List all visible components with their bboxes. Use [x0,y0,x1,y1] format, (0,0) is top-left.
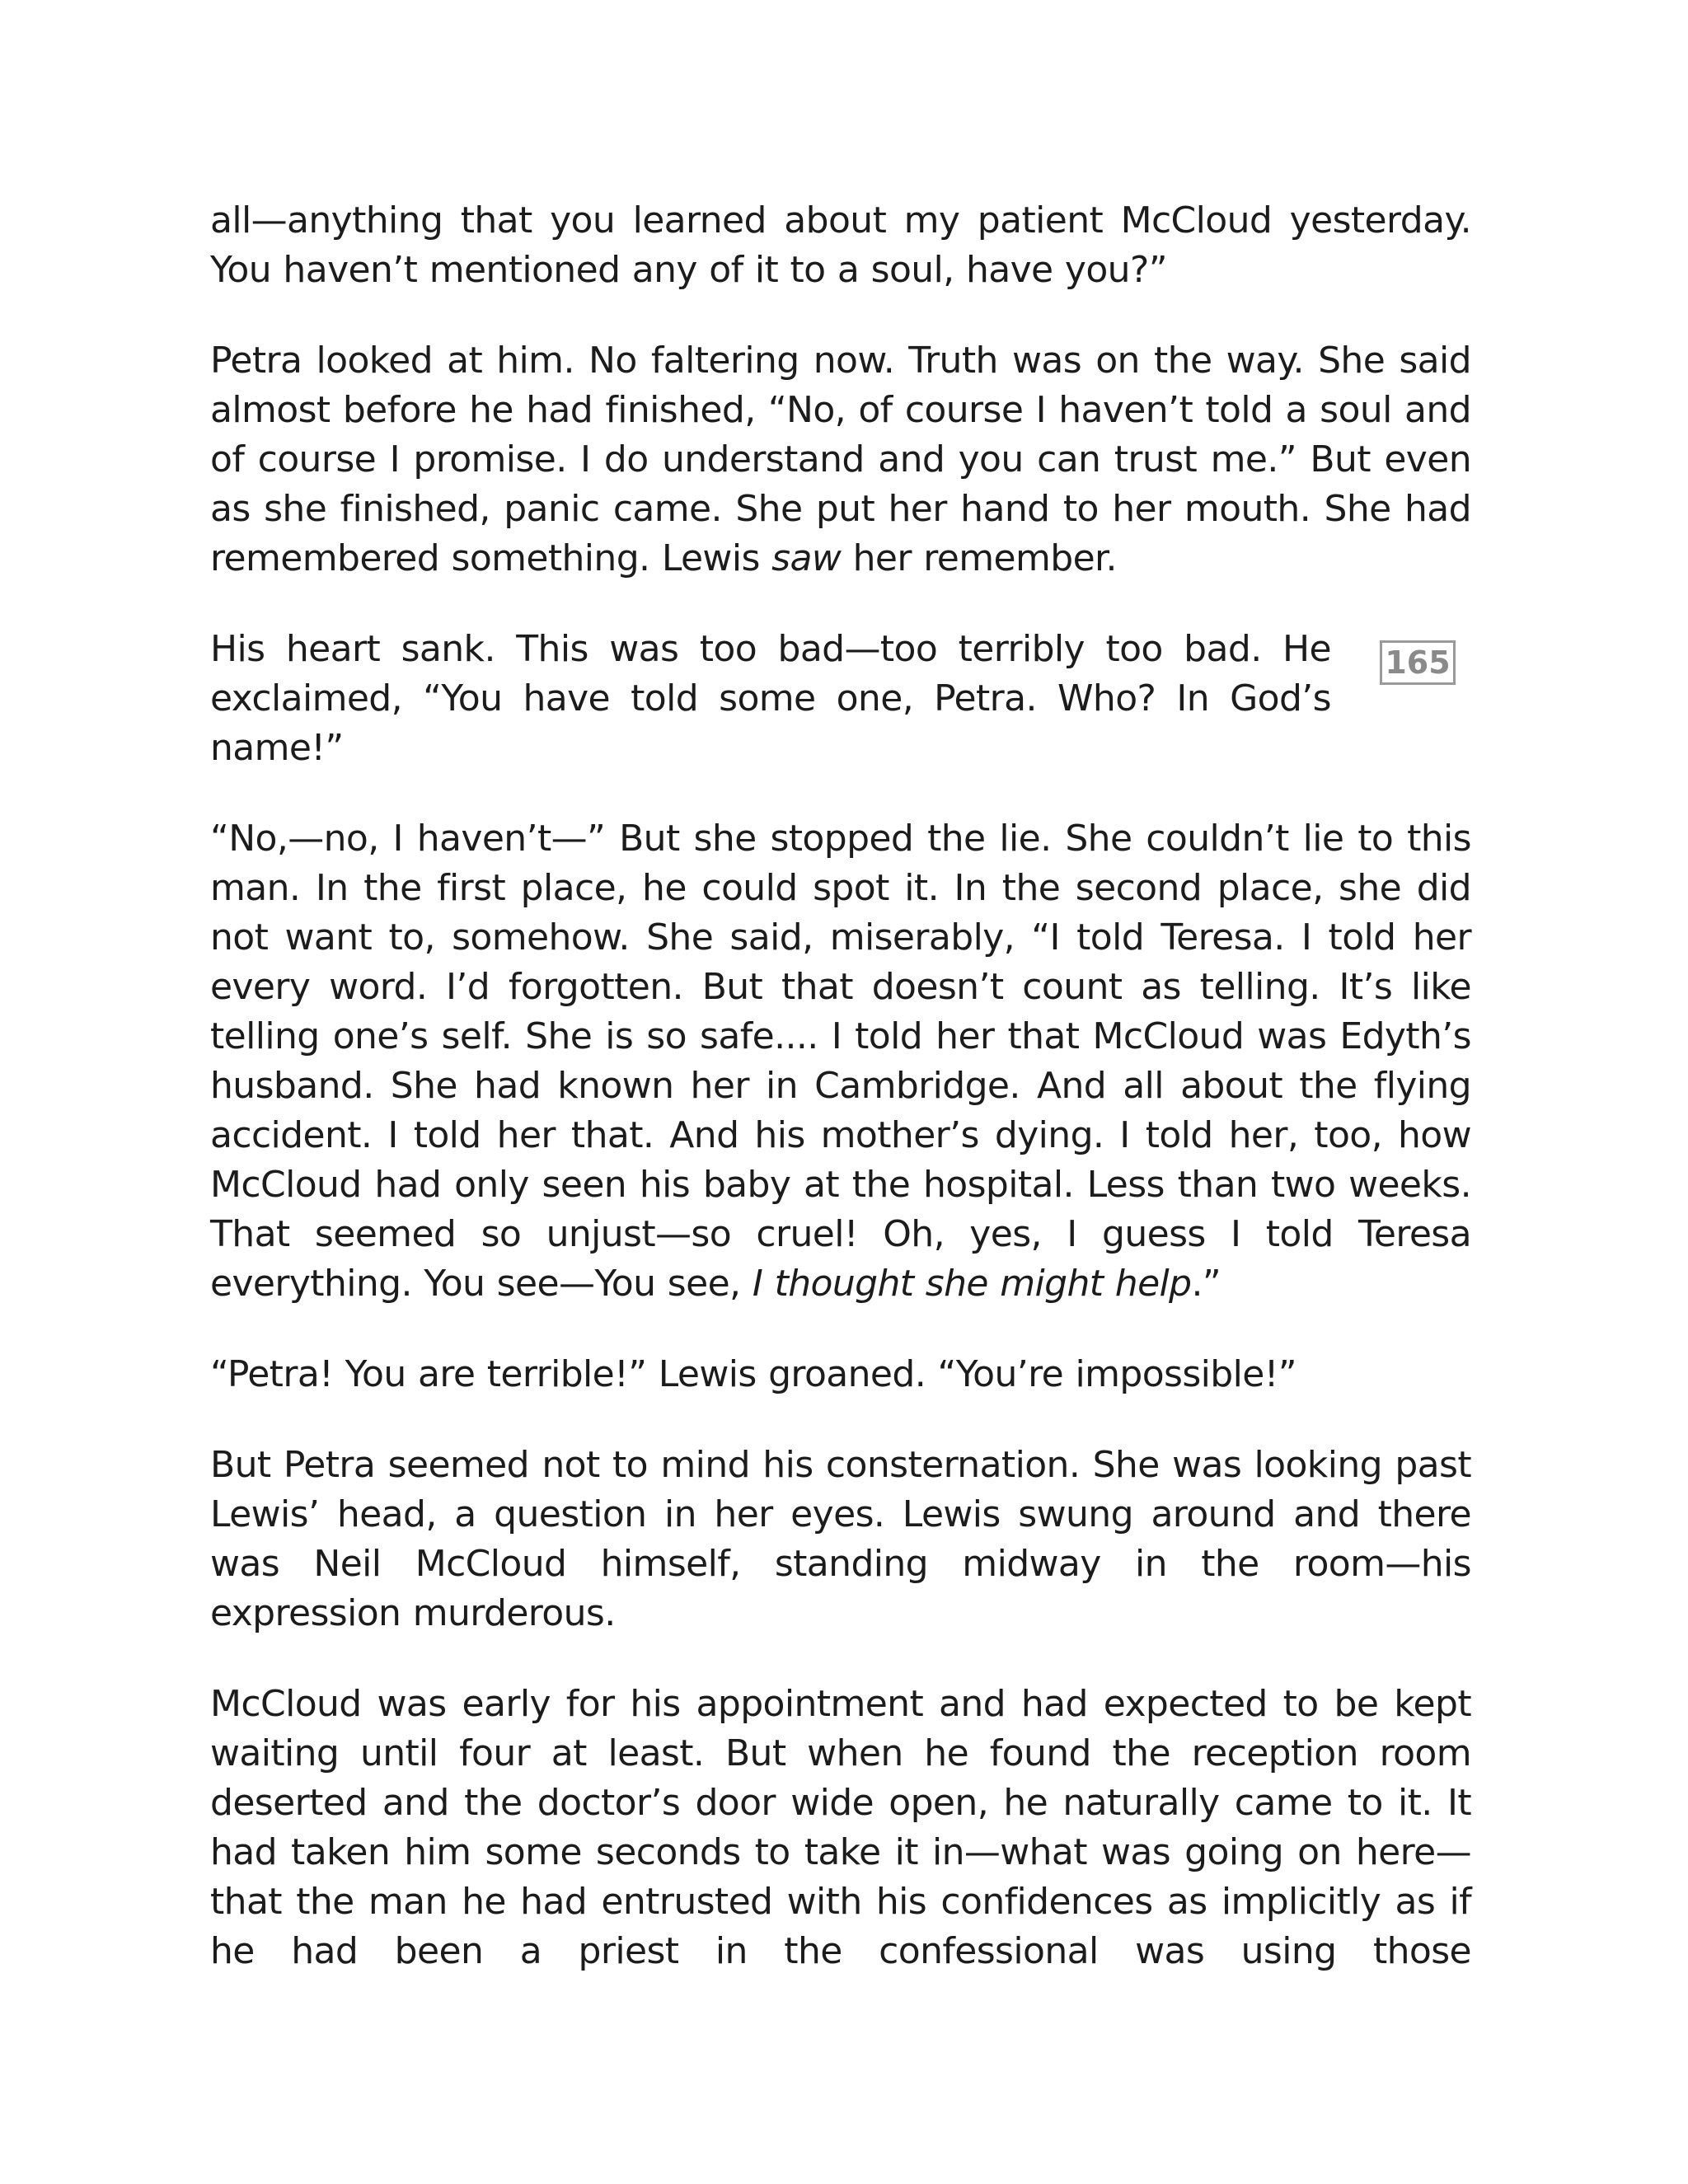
paragraph-6-text: But Petra seemed not to mind his consternation. She was looking past Lewis’ head, a question in her eyes. Lewis swung around and there was Neil McCloud himself, standing midway in the room—his expression murderous. [210,1444,1471,1634]
paragraph-4-text-b: .” [1191,1263,1221,1305]
paragraph-5-text: “Petra! You are terrible!” Lewis groaned. “You’re impossible!” [210,1353,1296,1395]
paragraph-1 [210,196,1471,295]
paragraph-3-text: His heart sank. This was too bad—too terribly too bad. He exclaimed, “You have told some one, Petra. Who? In God’s name!” [210,628,1331,769]
paragraph-1-text: all—anything that you learned about my patient McCloud yesterday. You haven’t mentioned any of it to a soul, have you?” [210,199,1471,291]
paragraph-5 [210,1350,1471,1399]
paragraph-2-text-b: her remember. [841,537,1117,579]
paragraph-7 [210,1680,1471,1976]
page-number-badge: 165 [1380,640,1456,685]
paragraph-6 [210,1441,1471,1638]
paragraph-4-text-a: “No,—no, I haven’t—” But she stopped the lie. She couldn’t lie to this man. In the first place, he could spot it. In the second place, she did not want to, somehow. She said, miserably, “I told Teresa. I told her every word. I’d forgotten. But that doesn’t count as telling. It’s like telling one’s self. She is so safe.... I told her that McCloud was Edyth’s husband. She had known her in Cambridge. And all about the flying accident. I told her that. And his mother’s dying. I told her, too, how McCloud had only seen his baby at the hospital. Less than two weeks. That seemed so unjust—so cruel! Oh, yes, I guess I told Teresa everything. You see—You see, [210,818,1471,1305]
paragraph-7-text: McCloud was early for his appointment and had expected to be kept waiting until four at least. But when he found the reception room deserted and the doctor’s door wide open, he naturally came to it. It had taken him some seconds to take it in—what was going on here—that the man he had entrusted with his confidences as implicitly as if he had been a priest in the confessional was using those [210,1683,1471,1972]
paragraph-3 [210,625,1331,773]
paragraph-2 [210,336,1471,583]
paragraph-4 [210,814,1471,1309]
paragraph-4-italic: I thought she might help [752,1263,1192,1305]
book-page [210,196,1471,2018]
paragraph-2-italic: saw [771,537,842,579]
paragraph-2-text-a: Petra looked at him. No faltering now. Truth was on the way. She said almost before he had finished, “No, of course I haven’t told a soul and of course I promise. I do understand and you can trust me.” But even as she finished, panic came. She put her hand to her mouth. She had remembered something. Lewis [210,340,1471,579]
